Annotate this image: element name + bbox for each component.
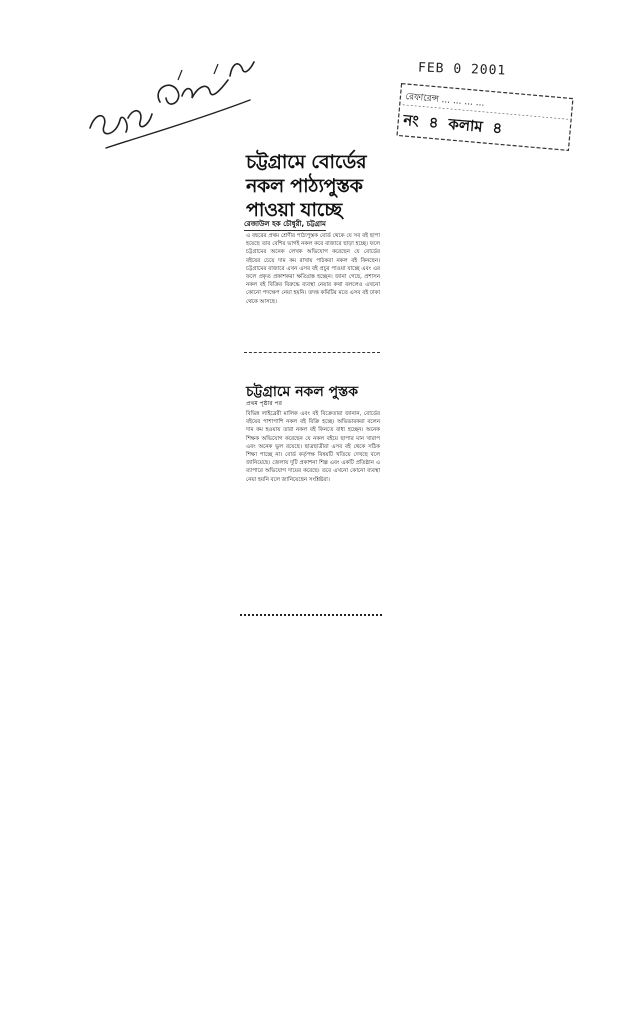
reference-stamp <box>396 83 574 152</box>
divider <box>244 352 380 353</box>
article-byline: রেজাউল হক চৌধুরী, চট্টগ্রাম <box>244 218 326 231</box>
article-sub-headline: চট্টগ্রামে নকল পুস্তক <box>246 384 359 400</box>
stamp-value-no: ৪ <box>427 113 440 132</box>
clipping-bottom-border <box>240 614 382 616</box>
continuation-note: প্রথম পৃষ্ঠার পর <box>246 400 282 407</box>
body-part-1: এ বছরের প্রথম শ্রেণীর পাঠ্যপুস্তক বোর্ড থেকে যে সব বই ছাপা হয়েছে তার বেশির ভাগই নকল করে বাজারে ছাড়া হচ্ছে। ফলে চট্টগ্রামের অনেক লেখক অভিযোগ করেছেন যে বোর্ডের বইয়ের চেয়ে দাম কম রাখায় পাঠকরা নকল বই কিনছেন। চট্টগ্রামের বাজারে এখন এসব বই প্রচুর পাওয়া যাচ্ছে এবং এর ফলে প্রকৃত প্রকাশকরা ক্ষতিগ্রস্ত হচ্ছেন। <box>246 233 380 281</box>
stamp-value-page: ৪ <box>491 118 504 138</box>
article-body-1 <box>246 232 380 350</box>
article-headline: চট্টগ্রামে বোর্ডের নকল পাঠ্যপুস্তক পাওয়া যাচ্ছে <box>246 151 367 221</box>
stamp-line-1: রেফারেন্স ... ... ... ... <box>405 92 485 109</box>
stamp-label-page: কলাম <box>447 114 484 136</box>
body-part-2: জানা গেছে, প্রশাসন নকল বই বিক্রির বিরুদ্ধে ব্যবস্থা নেয়ার কথা বললেও এখনো কোনো পদক্ষেপ নেয়া হয়নি। তদন্ত কমিটির মতে এসব বই ঢাকা থেকে আসছে। <box>246 274 380 305</box>
body-part-3: বিভিন্ন লাইব্রেরী মালিক এবং বই বিক্রেতারা জানান, বোর্ডের বইয়ের পাশাপাশি নকল বই বিক্রি হচ্ছে। অভিভাবকরা বলেন দাম কম হওয়ায় তারা নকল বই কিনতে বাধ্য হচ্ছেন। অনেক শিক্ষক অভিযোগ করেছেন যে নকল বইয়ে ছাপার মান খারাপ এবং অনেক ভুল রয়েছে। ছাত্রছাত্রীরা এসব বই থেকে সঠিক শিক্ষা পাচ্ছে না। বোর্ড কর্তৃপক্ষ বিষয়টি খতিয়ে দেখছে বলে জানিয়েছে। <box>246 411 380 467</box>
stamp-label-no: নং <box>402 110 420 131</box>
date-stamp: FEB 0 2001 <box>417 60 507 79</box>
handwritten-signature <box>82 40 262 155</box>
article-body-2 <box>246 410 380 610</box>
body-part-4: জেলায় দুটি প্রকাশনা শিল্প এবং একটি প্রতিষ্ঠান এ ব্যাপারে অভিযোগ দায়ের করেছে। তবে এখনো কোনো ব্যবস্থা নেয়া হয়নি বলে জানিয়েছেন সংশ্লিষ্টরা। <box>246 460 380 483</box>
